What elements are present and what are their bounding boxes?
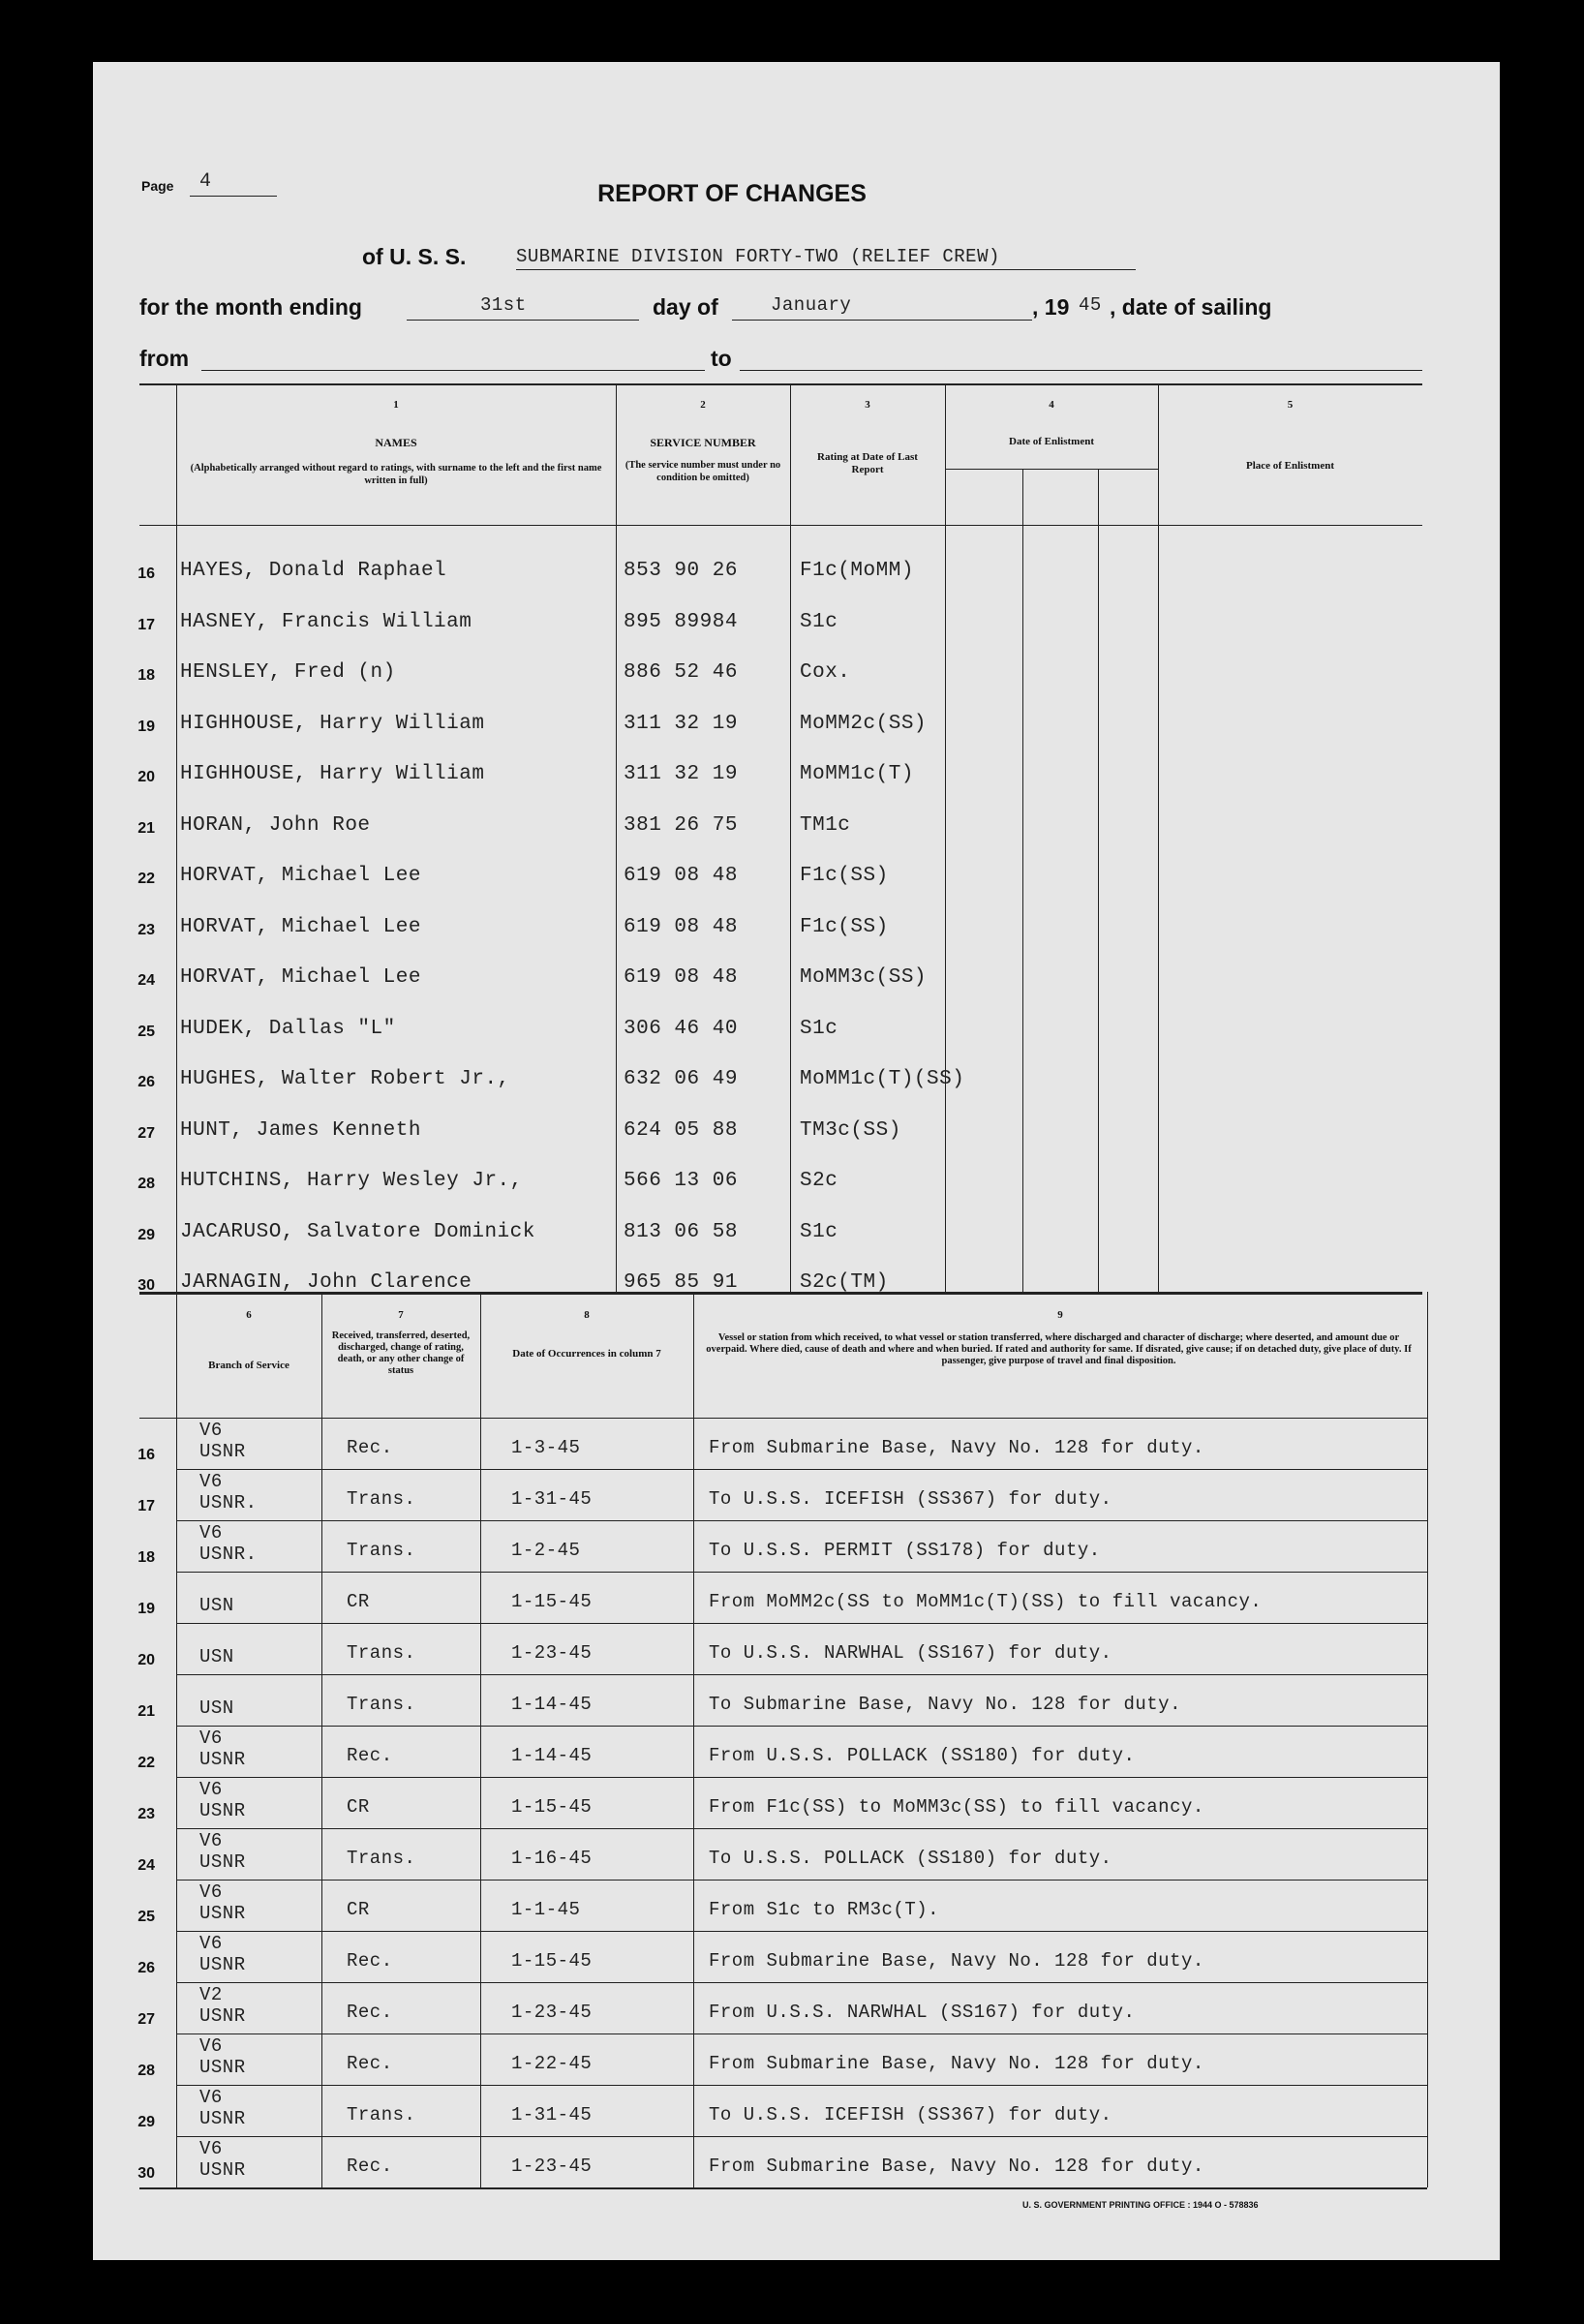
row-divider [176, 2085, 1427, 2086]
row-number: 27 [137, 2011, 155, 2028]
remarks-cell: From F1c(SS) to MoMM3c(SS) to fill vacancy. [709, 1796, 1204, 1818]
row-number: 20 [137, 1652, 155, 1668]
branch-cell: USNR [199, 2108, 246, 2129]
col6-number: 6 [246, 1309, 252, 1321]
row-number: 24 [137, 972, 155, 989]
col3-title: Rating at Date of Last Report [817, 451, 918, 475]
change-cell: Trans. [347, 1642, 416, 1664]
remarks-cell: From U.S.S. NARWHAL (SS167) for duty. [709, 2002, 1136, 2023]
col1-title: NAMES [375, 436, 417, 449]
name-cell: HUGHES, Walter Robert Jr., [180, 1068, 510, 1090]
date-cell: 1-23-45 [511, 2156, 593, 2177]
row-number: 26 [137, 1960, 155, 1976]
row-number: 16 [137, 566, 155, 582]
row-number: 17 [137, 616, 155, 633]
branch-top-cell: V6 [199, 1830, 223, 1851]
change-cell: Trans. [347, 1694, 416, 1715]
date-cell: 1-1-45 [511, 1899, 581, 1920]
branch-cell: USN [199, 1697, 234, 1719]
col4-title: Date of Enlistment [1009, 436, 1094, 447]
branch-top-cell: V6 [199, 1420, 223, 1441]
page-label: Page [141, 178, 174, 194]
to-label: to [711, 346, 732, 371]
service-number-cell: 619 08 48 [624, 865, 738, 887]
name-cell: HORAN, John Roe [180, 813, 371, 837]
rating-cell: F1c(SS) [800, 865, 889, 887]
row-number: 24 [137, 1857, 155, 1874]
row-number: 21 [137, 819, 155, 837]
col5-title: Place of Enlistment [1245, 460, 1335, 472]
row-number: 16 [137, 1447, 155, 1463]
change-cell: Rec. [347, 2002, 393, 2023]
row-number: 25 [137, 1023, 155, 1040]
date-cell: 1-15-45 [511, 1950, 593, 1972]
col9-number: 9 [1057, 1309, 1063, 1321]
row-number: 27 [137, 1124, 155, 1142]
remarks-cell: To Submarine Base, Navy No. 128 for duty. [709, 1694, 1181, 1715]
rating-cell: S1c [800, 610, 838, 633]
year-prefix: , 19 [1032, 294, 1070, 320]
date-cell: 1-15-45 [511, 1796, 593, 1818]
service-number-cell: 619 08 48 [624, 966, 738, 989]
date-cell: 1-31-45 [511, 2104, 593, 2125]
change-cell: Rec. [347, 1437, 393, 1458]
rating-cell: S1c [800, 1017, 838, 1040]
service-number-cell: 311 32 19 [624, 763, 738, 785]
service-number-cell: 566 13 06 [624, 1170, 738, 1192]
remarks-cell: To U.S.S. POLLACK (SS180) for duty. [709, 1848, 1112, 1869]
name-cell: HASNEY, Francis William [180, 610, 472, 633]
name-cell: HORVAT, Michael Lee [180, 865, 421, 887]
branch-top-cell: V2 [199, 1984, 223, 2005]
date-cell: 1-14-45 [511, 1694, 593, 1715]
row-number: 20 [137, 769, 155, 785]
name-cell: JACARUSO, Salvatore Dominick [180, 1220, 535, 1243]
remarks-cell: From S1c to RM3c(T). [709, 1899, 940, 1920]
service-number-cell: 306 46 40 [624, 1017, 738, 1040]
branch-cell: USNR. [199, 1544, 258, 1565]
branch-top-cell: V6 [199, 1881, 223, 1903]
date-cell: 1-23-45 [511, 1642, 593, 1664]
page-number: 4 [199, 170, 212, 193]
row-divider [176, 1828, 1427, 1829]
rating-cell: F1c(MoMM) [800, 560, 914, 582]
rating-cell: S2c [800, 1170, 838, 1192]
row-number: 26 [137, 1074, 155, 1090]
col2-title: SERVICE NUMBER [650, 436, 756, 449]
branch-top-cell: V6 [199, 2138, 223, 2159]
rating-cell: MoMM3c(SS) [800, 966, 928, 989]
uss-name: SUBMARINE DIVISION FORTY-TWO (RELIEF CREW) [516, 246, 1000, 267]
row-number: 22 [137, 871, 155, 887]
col7-number: 7 [398, 1309, 404, 1321]
row-divider [176, 1572, 1427, 1573]
row-divider [176, 1982, 1427, 1983]
service-number-cell: 619 08 48 [624, 915, 738, 938]
branch-top-cell: V6 [199, 1779, 223, 1800]
month-day-underline [407, 320, 639, 321]
month-name-underline [732, 320, 1032, 321]
branch-cell: USNR [199, 1954, 246, 1975]
date-cell: 1-3-45 [511, 1437, 581, 1458]
name-cell: JARNAGIN, John Clarence [180, 1271, 472, 1294]
month-day: 31st [480, 294, 527, 316]
col7-title: Received, transferred, deserted, discharged, change of rating, death, or any other change of status [331, 1330, 471, 1376]
row-divider [176, 1726, 1427, 1727]
rating-cell: F1c(SS) [800, 915, 889, 938]
branch-top-cell: V6 [199, 1728, 223, 1749]
name-cell: HUNT, James Kenneth [180, 1118, 421, 1142]
name-cell: HIGHHOUSE, Harry William [180, 763, 485, 785]
date-cell: 1-16-45 [511, 1848, 593, 1869]
service-number-cell: 311 32 19 [624, 712, 738, 735]
page-title: REPORT OF CHANGES [597, 180, 867, 207]
col8-number: 8 [584, 1309, 590, 1321]
change-cell: CR [347, 1796, 370, 1818]
remarks-cell: From MoMM2c(SS to MoMM1c(T)(SS) to fill vacancy. [709, 1591, 1263, 1612]
row-number: 28 [137, 2063, 155, 2079]
report-sheet [93, 62, 1500, 2260]
row-number: 30 [137, 1277, 155, 1294]
rating-cell: MoMM2c(SS) [800, 712, 928, 735]
service-number-cell: 853 90 26 [624, 560, 738, 582]
rating-cell: S2c(TM) [800, 1271, 889, 1294]
row-number: 28 [137, 1176, 155, 1192]
branch-cell: USNR [199, 2057, 246, 2078]
change-cell: Rec. [347, 2156, 393, 2177]
remarks-cell: From Submarine Base, Navy No. 128 for duty. [709, 2053, 1204, 2074]
name-cell: HUTCHINS, Harry Wesley Jr., [180, 1170, 523, 1192]
change-cell: Trans. [347, 1540, 416, 1561]
col6-title: Branch of Service [208, 1360, 289, 1371]
row-number: 18 [137, 667, 155, 684]
date-cell: 1-23-45 [511, 2002, 593, 2023]
branch-cell: USN [199, 1646, 234, 1667]
day-of-label: day of [653, 294, 718, 320]
branch-cell: USNR [199, 1903, 246, 1924]
change-cell: Rec. [347, 1745, 393, 1766]
branch-top-cell: V6 [199, 1522, 223, 1544]
col4-number: 4 [1049, 399, 1054, 411]
row-number: 30 [137, 2165, 155, 2182]
change-cell: Rec. [347, 2053, 393, 2074]
name-cell: HUDEK, Dallas "L" [180, 1017, 396, 1040]
month-name: January [771, 294, 852, 316]
rating-cell: S1c [800, 1220, 838, 1243]
month-ending-label: for the month ending [139, 294, 362, 320]
col8-title: Date of Occurrences in column 7 [512, 1348, 661, 1360]
service-number-cell: 813 06 58 [624, 1220, 738, 1243]
row-number: 22 [137, 1755, 155, 1771]
date-cell: 1-15-45 [511, 1591, 593, 1612]
rating-cell: MoMM1c(T) [800, 763, 914, 785]
remarks-cell: From U.S.S. POLLACK (SS180) for duty. [709, 1745, 1136, 1766]
branch-top-cell: V6 [199, 1471, 223, 1492]
name-cell: HORVAT, Michael Lee [180, 966, 421, 989]
col1-number: 1 [393, 399, 399, 411]
rating-cell: TM1c [800, 813, 851, 837]
service-number-cell: 965 85 91 [624, 1271, 738, 1294]
change-cell: Rec. [347, 1950, 393, 1972]
remarks-cell: To U.S.S. ICEFISH (SS367) for duty. [709, 2104, 1112, 2125]
uss-label: of U. S. S. [362, 244, 467, 269]
row-divider [176, 1469, 1427, 1470]
branch-top-cell: V6 [199, 2035, 223, 2057]
row-divider [176, 1674, 1427, 1675]
year-suffix: 45 [1079, 294, 1102, 316]
row-number: 23 [137, 1806, 155, 1822]
branch-cell: USNR. [199, 1492, 258, 1514]
name-cell: HAYES, Donald Raphael [180, 560, 447, 582]
col9-title: Vessel or station from which received, to what vessel or station transferred, where discharged and character of discharge; where deserted, and amount due or overpaid. Where died, cause of death and where and when buried. If rated and authority for same. If disrated, give cause; if on detached duty, give place of duty. If passenger, give purpose of travel and final disposition. [706, 1332, 1412, 1366]
rating-cell: MoMM1c(T)(SS) [800, 1068, 965, 1090]
row-number: 25 [137, 1909, 155, 1925]
name-cell: HENSLEY, Fred (n) [180, 661, 396, 684]
date-of-sailing-label: , date of sailing [1110, 294, 1272, 320]
service-number-cell: 624 05 88 [624, 1118, 738, 1142]
row-divider [176, 2136, 1427, 2137]
row-divider [176, 1931, 1427, 1932]
branch-cell: USNR [199, 1800, 246, 1821]
remarks-cell: From Submarine Base, Navy No. 128 for duty. [709, 1950, 1204, 1972]
date-cell: 1-2-45 [511, 1540, 581, 1561]
rating-cell: TM3c(SS) [800, 1118, 901, 1142]
to-underline [740, 370, 1422, 371]
row-divider [176, 1520, 1427, 1521]
change-cell: CR [347, 1899, 370, 1920]
change-cell: Trans. [347, 1848, 416, 1869]
col3-number: 3 [865, 399, 870, 411]
col2-note: (The service number must under no condition be omitted) [624, 460, 781, 483]
remarks-cell: To U.S.S. PERMIT (SS178) for duty. [709, 1540, 1101, 1561]
col1-note: (Alphabetically arranged without regard to ratings, with surname to the left and the first name written in full) [190, 463, 602, 486]
from-underline [201, 370, 705, 371]
row-divider [176, 1623, 1427, 1624]
remarks-cell: From Submarine Base, Navy No. 128 for duty. [709, 2156, 1204, 2177]
row-divider [176, 1880, 1427, 1881]
from-label: from [139, 346, 190, 371]
change-cell: CR [347, 1591, 370, 1612]
uss-underline [516, 269, 1136, 270]
change-cell: Trans. [347, 1488, 416, 1510]
row-number: 23 [137, 921, 155, 938]
branch-top-cell: V6 [199, 1933, 223, 1954]
branch-cell: USN [199, 1595, 234, 1616]
row-number: 17 [137, 1498, 155, 1514]
name-cell: HORVAT, Michael Lee [180, 915, 421, 938]
branch-cell: USNR [199, 2005, 246, 2027]
col5-number: 5 [1287, 399, 1294, 411]
page-number-underline [190, 196, 277, 197]
remarks-cell: To U.S.S. NARWHAL (SS167) for duty. [709, 1642, 1112, 1664]
remarks-cell: To U.S.S. ICEFISH (SS367) for duty. [709, 1488, 1112, 1510]
branch-cell: USNR [199, 1851, 246, 1873]
row-number: 19 [137, 718, 155, 735]
col2-number: 2 [700, 399, 706, 411]
change-cell: Trans. [347, 2104, 416, 2125]
branch-cell: USNR [199, 2159, 246, 2181]
branch-top-cell: V6 [199, 2087, 223, 2108]
remarks-cell: From Submarine Base, Navy No. 128 for duty. [709, 1437, 1204, 1458]
service-number-cell: 632 06 49 [624, 1068, 738, 1090]
service-number-cell: 895 89984 [624, 610, 738, 633]
branch-cell: USNR [199, 1749, 246, 1770]
service-number-cell: 886 52 46 [624, 661, 738, 684]
service-number-cell: 381 26 75 [624, 813, 738, 837]
printing-office-footer: U. S. GOVERNMENT PRINTING OFFICE : 1944 O - 578836 [1022, 2200, 1259, 2210]
date-cell: 1-14-45 [511, 1745, 593, 1766]
date-cell: 1-22-45 [511, 2053, 593, 2074]
row-number: 21 [137, 1703, 155, 1720]
row-number: 19 [137, 1601, 155, 1617]
row-divider [176, 1777, 1427, 1778]
row-number: 29 [137, 2114, 155, 2130]
rating-cell: Cox. [800, 661, 851, 684]
name-cell: HIGHHOUSE, Harry William [180, 712, 485, 735]
row-number: 29 [137, 1226, 155, 1243]
date-cell: 1-31-45 [511, 1488, 593, 1510]
row-number: 18 [137, 1549, 155, 1566]
branch-cell: USNR [199, 1441, 246, 1462]
